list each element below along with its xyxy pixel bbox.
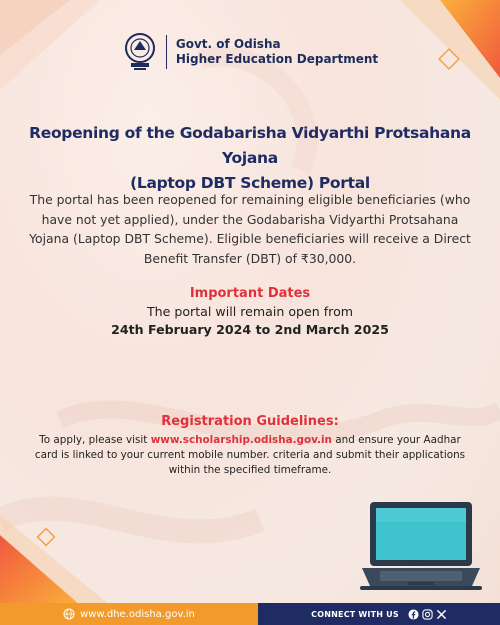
bottom-left-corner-decoration [0,505,120,605]
header-divider [166,35,167,69]
dates-range: 24th February 2024 to 2nd March 2025 [111,322,389,337]
facebook-icon[interactable] [408,609,419,620]
footer-social [258,603,500,625]
registration-heading: Registration Guidelines: [161,414,339,429]
registration-text-before: To apply, please visit [39,434,151,446]
instagram-icon[interactable] [422,609,433,620]
department-name [176,37,378,67]
odisha-emblem-icon [122,32,158,72]
govt-label: Govt. of Odisha [175,37,281,51]
social-icons [405,609,447,620]
dates-line: The portal will remain open from [146,304,354,319]
header [0,30,500,74]
footer [0,603,500,625]
important-dates-heading: Important Dates [189,286,311,301]
x-icon[interactable] [436,609,447,620]
registration-text-after: and ensure your Aadhar card is linked to your current mobile number. criteria and submit their applications within the specified timeframe. [34,434,466,476]
footer-website [0,603,258,625]
laptop-icon [360,500,482,592]
globe-icon [63,608,75,620]
website-link[interactable]: www.dhe.odisha.gov.in [80,608,195,620]
important-dates-text [0,303,500,339]
title-line-1: Reopening of the Godabarisha Vidyarthi Protsahana Yojana [29,124,471,167]
intro-paragraph: The portal has been reopened for remaining eligible beneficiaries (who have not yet applied), under the Godabarisha Vidyarthi Protsahana Yojana (Laptop DBT Scheme). Eligible beneficiaries will receive a Direct Benefit Transfer (DBT) of ₹30,000. [29,192,471,266]
scholarship-link[interactable]: www.scholarship.odisha.gov.in [150,434,332,446]
title-line-2: (Laptop DBT Scheme) Portal [130,174,370,192]
registration-text [30,433,470,478]
department-label: Higher Education Department [175,52,379,66]
page-title [20,121,480,196]
connect-label: CONNECT WITH US [311,609,399,619]
